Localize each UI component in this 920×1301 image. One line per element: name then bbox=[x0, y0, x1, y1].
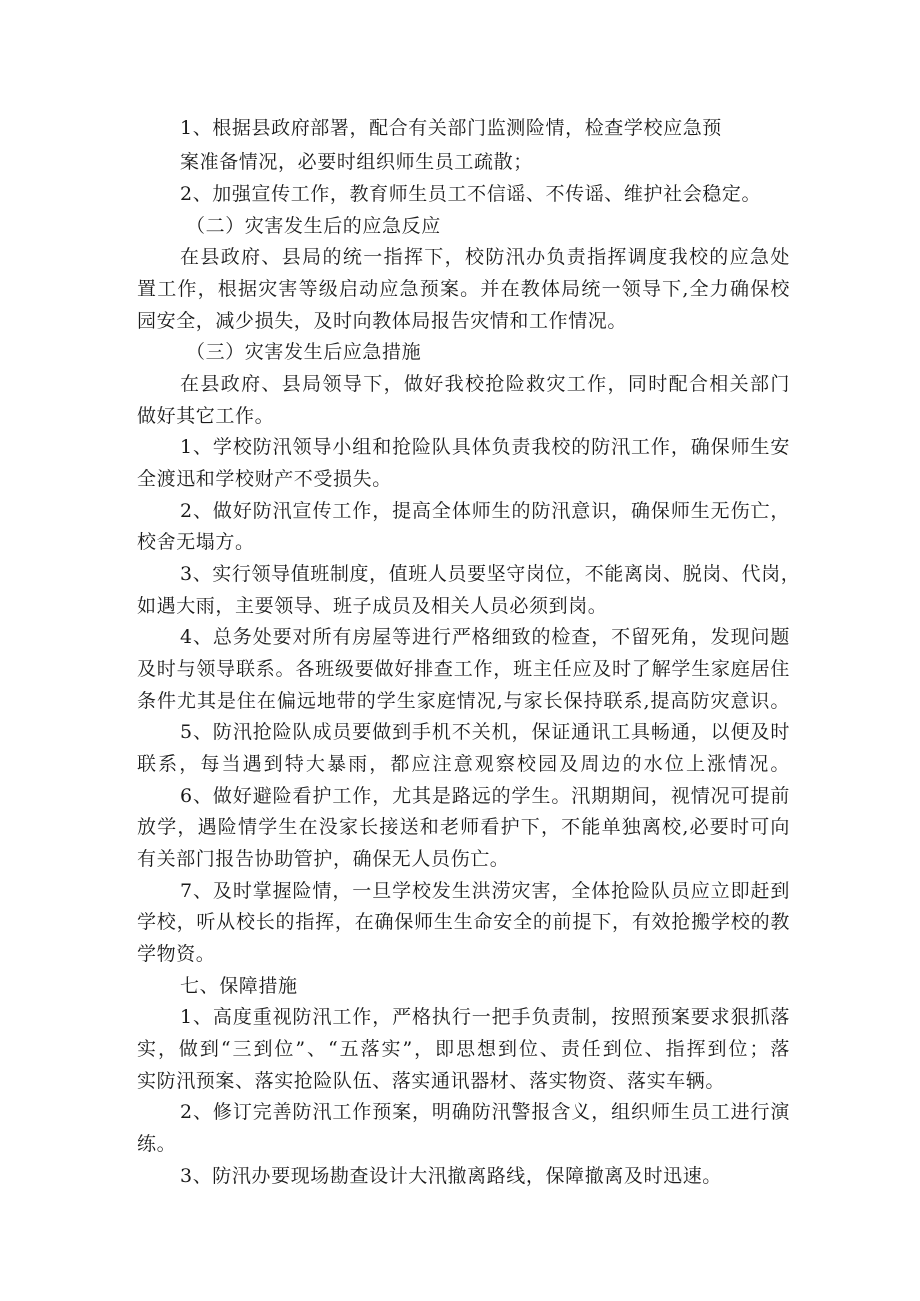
text-line: 做好其它工作。 bbox=[137, 405, 275, 427]
text-line: 3、实行领导值班制度，值班人员要坚守岗位，不能离岗、脱岗、代岗， bbox=[180, 563, 801, 585]
text-line: 全渡迅和学校财产不受损失。 bbox=[137, 468, 392, 490]
text-line: 2、修订完善防汛工作预案，明确防汛警报含义，组织师生员工进行演 bbox=[180, 1101, 790, 1123]
text-line: 7、及时掌握险情，一旦学校发生洪涝灾害，全体抢险队员应立即赶到 bbox=[180, 880, 790, 902]
text-line: 练。 bbox=[137, 1133, 177, 1155]
text-line: 案准备情况，必要时组织师生员工疏散； bbox=[180, 151, 533, 173]
text-line: 在县政府、县局领导下，做好我校抢险救灾工作，同时配合相关部门 bbox=[180, 373, 790, 395]
text-line: 5、防汛抢险队成员要做到手机不关机，保证通讯工具畅通，以便及时 bbox=[180, 721, 790, 743]
section-heading: （三）灾害发生后应急措施 bbox=[186, 341, 422, 363]
text-line: 如遇大雨，主要领导、班子成员及相关人员必须到岗。 bbox=[137, 595, 608, 617]
text-line: 2、加强宣传工作，教育师生员工不信谣、不传谣、维护社会稳定。 bbox=[180, 183, 762, 205]
text-line: 有关部门报告协助管护，确保无人员伤亡。 bbox=[137, 848, 510, 870]
text-line: 学物资。 bbox=[137, 943, 216, 965]
text-line: 1、根据县政府部署，配合有关部门监测险情，检查学校应急预 bbox=[180, 117, 722, 139]
text-line: 园安全，减少损失，及时向教体局报告灾情和工作情况。 bbox=[137, 310, 628, 332]
text-line: 1、学校防汛领导小组和抢险队具体负责我校的防汛工作，确保师生安 bbox=[180, 436, 790, 458]
text-line: 6、做好避险看护工作，尤其是路远的学生。汛期期间，视情况可提前 bbox=[180, 785, 790, 807]
text-line: 3、防汛办要现场勘查设计大汛撤离路线，保障撤离及时迅速。 bbox=[180, 1165, 722, 1187]
section-heading: （二）灾害发生后的应急反应 bbox=[186, 215, 441, 237]
text-line: 条件尤其是住在偏远地带的学生家庭情况,与家长保持联系,提高防灾意识。 bbox=[137, 690, 790, 712]
text-line: 校舍无塌方。 bbox=[137, 531, 255, 553]
text-line: 2、做好防汛宣传工作，提高全体师生的防汛意识，确保师生无伤亡， bbox=[180, 500, 790, 522]
text-line: 在县政府、县局的统一指挥下，校防汛办负责指挥调度我校的应急处 bbox=[180, 246, 790, 268]
text-line: 实，做到“三到位”、“五落实”，即思想到位、责任到位、指挥到位；落 bbox=[137, 1038, 790, 1060]
text-line: 放学，遇险情学生在没家长接送和老师看护下，不能单独离校,必要时可向 bbox=[137, 816, 790, 838]
text-line: 及时与领导联系。各班级要做好排查工作，班主任应及时了解学生家庭居住 bbox=[137, 658, 790, 680]
text-line: 联系，每当遇到特大暴雨，都应注意观察校园及周边的水位上涨情况。 bbox=[137, 753, 790, 775]
text-line: 置工作，根据灾害等级启动应急预案。并在教体局统一领导下,全力确保校 bbox=[137, 278, 790, 300]
text-line: 学校，听从校长的指挥，在确保师生生命安全的前提下，有效抢搬学校的教 bbox=[137, 911, 790, 933]
text-line: 4、总务处要对所有房屋等进行严格细致的检查，不留死角，发现问题 bbox=[180, 626, 790, 648]
text-line: 1、高度重视防汛工作，严格执行一把手负责制，按照预案要求狠抓落 bbox=[180, 1006, 790, 1028]
text-line: 实防汛预案、落实抢险队伍、落实通讯器材、落实物资、落实车辆。 bbox=[137, 1070, 726, 1092]
section-heading: 七、保障措施 bbox=[180, 975, 298, 997]
